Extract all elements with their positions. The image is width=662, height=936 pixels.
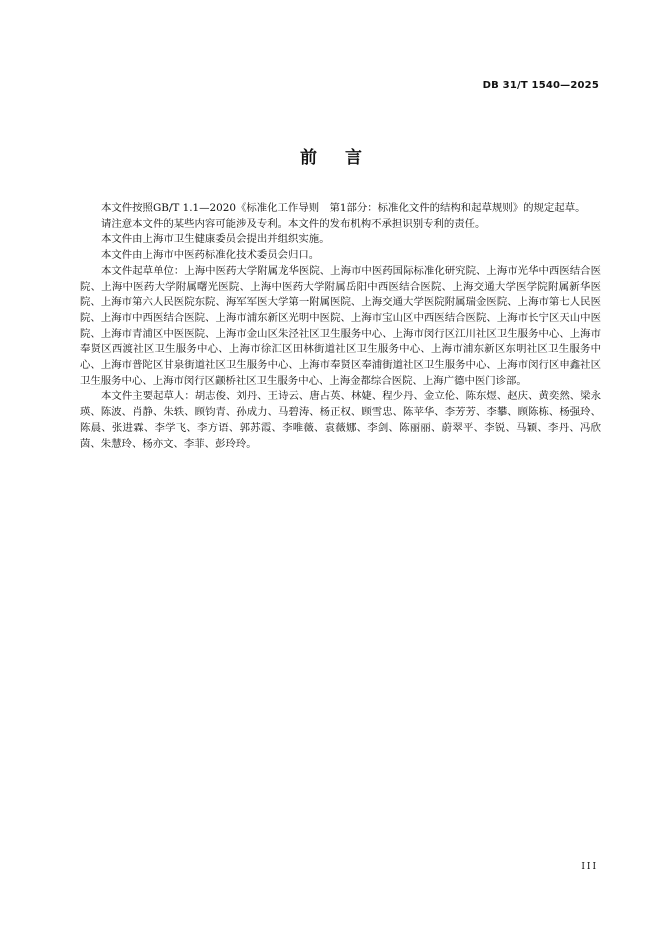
paragraph-patent-notice: 请注意本文件的某些内容可能涉及专利。本文件的发布机构不承担识别专利的责任。	[101, 217, 486, 230]
paragraph-committee: 本文件由上海市中医药标准化技术委员会归口。	[101, 249, 320, 262]
standard-code: DB 31/T 1540—2025	[482, 80, 599, 91]
page-number: III	[581, 862, 598, 872]
paragraph-drafters: 本文件主要起草人：胡志俊、刘丹、王诗云、唐占英、林婕、程少丹、金立伦、陈东煜、赵庆、黄奕然、梁永瑛、陈波、肖静、朱轶、顾钧青、孙成力、马碧涛、杨正权、顾雪忠、陈苹华、李芳芳、李攀、顾陈栋、杨强玲、陈晨、张进霖、李学飞、李方语、郭苏霞、李唯薇、袁薇娜、李剑、陈丽丽、蔚翠平、李锐、马颖、李丹、冯欣茵、朱慧玲、杨亦文、李菲、彭玲玲。	[80, 390, 601, 450]
page-title: 前言	[300, 148, 390, 168]
paragraph-drafting-rules: 本文件按照GB/T 1.1—2020《标准化工作导则 第1部分：标准化文件的结构和起草规则》的规定起草。	[101, 202, 586, 214]
paragraph-proposer: 本文件由上海市卫生健康委员会提出并组织实施。	[101, 233, 330, 246]
foreword-body	[80, 201, 601, 452]
paragraph-drafting-units: 本文件起草单位：上海中医药大学附属龙华医院、上海市中医药国际标准化研究院、上海市光华中西医结合医院、上海中医药大学附属曙光医院、上海中医药大学附属岳阳中西医结合医院、上海交通大学医学院附属新华医院、上海市第六人民医院东院、海军军医大学第一附属医院、上海交通大学医院附属瑞金医院、上海市第七人民医院、上海市中西医结合医院、上海市浦东新区光明中医院、上海市宝山区中西医结合医院、上海市长宁区天山中医院、上海市青浦区中医医院、上海市金山区朱泾社区卫生服务中心、上海市闵行区江川社区卫生服务中心、上海市奉贤区西渡社区卫生服务中心、上海市徐汇区田林街道社区卫生服务中心、上海市浦东新区东明社区卫生服务中心、上海市普陀区甘泉街道社区卫生服务中心、上海市奉贤区奉浦街道社区卫生服务中心、上海市闵行区申鑫社区卫生服务中心、上海市闵行区颛桥社区卫生服务中心、上海金都综合医院、上海广德中医门诊部。	[80, 264, 601, 387]
